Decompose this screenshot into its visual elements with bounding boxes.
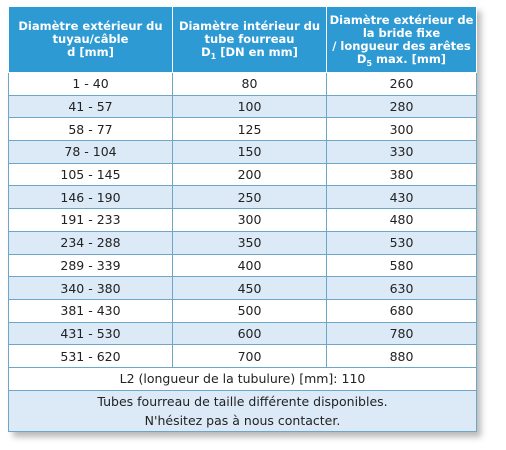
header-pipe-diameter [9,7,173,73]
cell-flange-diameter: 530 [327,231,477,254]
cell-sleeve-dn: 350 [173,231,327,254]
cell-sleeve-dn: 300 [173,209,327,232]
header-line: tuyau/câble [52,32,129,46]
cell-sleeve-dn: 250 [173,186,327,209]
footer-row [9,390,477,431]
table-row [9,322,477,345]
cell-flange-diameter: 380 [327,163,477,186]
cell-pipe-range: 146 - 190 [9,186,173,209]
dimensions-table-container [8,6,476,432]
table-body [9,73,477,432]
cell-pipe-range: 340 - 380 [9,277,173,300]
header-sleeve-inner-diameter [173,7,327,73]
cell-flange-diameter: 300 [327,118,477,141]
table-row [9,73,477,96]
header-line [175,46,324,59]
cell-pipe-range: 105 - 145 [9,163,173,186]
cell-flange-diameter: 630 [327,277,477,300]
cell-pipe-range: 41 - 57 [9,95,173,118]
header-line [329,53,474,66]
header-subscript: 1 [210,52,217,61]
cell-sleeve-dn: 125 [173,118,327,141]
header-subscript: 5 [366,58,373,68]
cell-pipe-range: 289 - 339 [9,254,173,277]
footer-line: N'hésitez pas à nous contacter. [144,412,341,428]
cell-sleeve-dn: 200 [173,163,327,186]
cell-sleeve-dn: 100 [173,95,327,118]
cell-flange-diameter: 430 [327,186,477,209]
table-row [9,345,477,368]
cell-pipe-range: 531 - 620 [9,345,173,368]
cell-flange-diameter: 480 [327,209,477,232]
table-row [9,254,477,277]
header-symbol: D [356,51,367,66]
cell-flange-diameter: 780 [327,322,477,345]
table-row [9,299,477,322]
cell-pipe-range: 1 - 40 [9,73,173,96]
cell-pipe-range: 78 - 104 [9,141,173,164]
header-flange-diameter [327,7,477,73]
dimensions-table [8,6,477,432]
cell-flange-diameter: 330 [327,141,477,164]
header-line: tube fourreau [204,32,295,46]
table-row [9,277,477,300]
header-line: Diamètre extérieur de [329,12,474,27]
cell-pipe-range: 191 - 233 [9,209,173,232]
note-row [9,367,477,390]
table-row [9,118,477,141]
cell-flange-diameter: 580 [327,254,477,277]
table-row [9,141,477,164]
table-row [9,186,477,209]
header-line: la bride fixe [362,25,441,40]
footer-line: Tubes fourreau de taille différente disponibles. [97,393,388,409]
header-symbol: D [201,45,211,59]
header-line: Diamètre extérieur du [18,19,163,33]
header-line: d [mm] [67,45,114,59]
cell-sleeve-dn: 700 [173,345,327,368]
cell-sleeve-dn: 150 [173,141,327,164]
cell-flange-diameter: 260 [327,73,477,96]
header-unit: [DN en mm] [216,45,298,59]
tubulure-length-note: L2 (longueur de la tubulure) [mm]: 110 [9,367,477,390]
table-row [9,209,477,232]
header-unit: max. [mm] [372,51,447,66]
cell-pipe-range: 431 - 530 [9,322,173,345]
header-line: Diamètre intérieur du [178,19,321,33]
cell-pipe-range: 58 - 77 [9,118,173,141]
cell-sleeve-dn: 500 [173,299,327,322]
table-header-row [9,7,477,73]
cell-sleeve-dn: 80 [173,73,327,96]
cell-pipe-range: 381 - 430 [9,299,173,322]
cell-flange-diameter: 280 [327,95,477,118]
cell-sleeve-dn: 400 [173,254,327,277]
cell-pipe-range: 234 - 288 [9,231,173,254]
cell-sleeve-dn: 450 [173,277,327,300]
availability-footer [9,390,477,431]
cell-flange-diameter: 880 [327,345,477,368]
cell-sleeve-dn: 600 [173,322,327,345]
header-line: / longueur des arêtes [332,38,471,53]
table-row [9,163,477,186]
table-row [9,95,477,118]
table-row [9,231,477,254]
cell-flange-diameter: 680 [327,299,477,322]
